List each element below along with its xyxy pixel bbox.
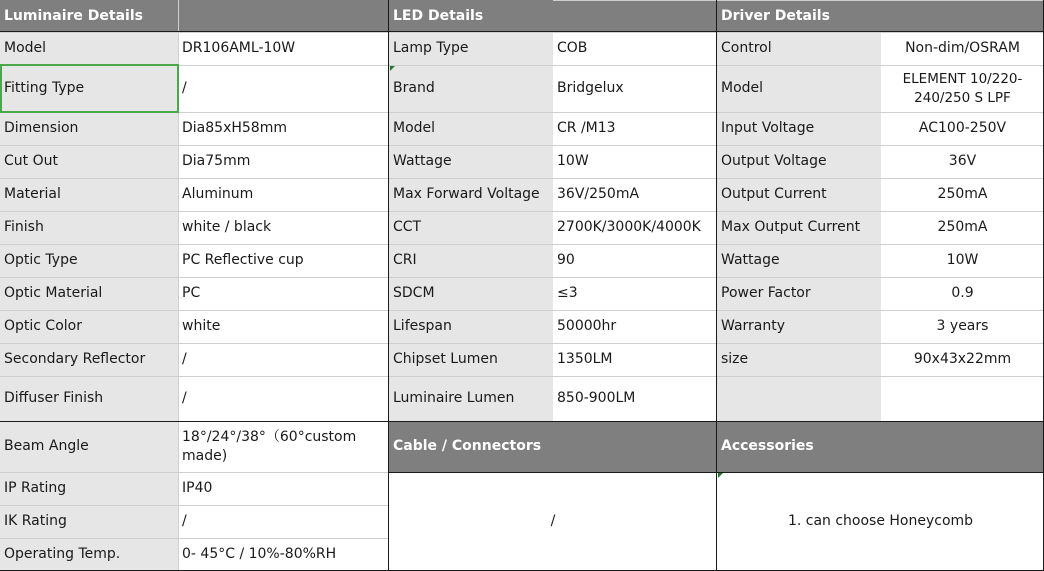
led-value-text: ≤3 xyxy=(557,285,578,301)
led-value[interactable] xyxy=(553,112,717,145)
luminaire-label[interactable] xyxy=(0,538,178,571)
header-led-text: LED Details xyxy=(393,7,484,24)
luminaire-value[interactable] xyxy=(178,65,389,112)
driver-label-text: Output Voltage xyxy=(721,153,827,169)
luminaire-value[interactable] xyxy=(178,376,389,421)
header-cable[interactable] xyxy=(389,421,717,472)
grid-line xyxy=(0,211,1044,212)
driver-value[interactable] xyxy=(881,277,1044,310)
driver-label[interactable] xyxy=(717,343,881,376)
led-label-text: Chipset Lumen xyxy=(393,351,498,367)
luminaire-label-text: Operating Temp. xyxy=(4,546,121,562)
grid-line xyxy=(389,472,1044,473)
luminaire-value-text: white xyxy=(182,318,221,334)
driver-value-text: AC100-250V xyxy=(918,120,1007,136)
driver-label[interactable] xyxy=(717,376,881,421)
led-value[interactable] xyxy=(553,32,717,65)
luminaire-label[interactable] xyxy=(0,112,178,145)
luminaire-label-text: Optic Material xyxy=(4,285,103,301)
luminaire-value[interactable] xyxy=(178,32,389,65)
luminaire-label-text: Diffuser Finish xyxy=(4,390,104,406)
luminaire-value[interactable] xyxy=(178,277,389,310)
luminaire-label-text: Dimension xyxy=(4,120,79,136)
luminaire-value-text: / xyxy=(182,513,187,529)
grid-line xyxy=(0,178,1044,179)
driver-label[interactable] xyxy=(717,310,881,343)
luminaire-label-text: Cut Out xyxy=(4,153,58,169)
luminaire-label-text: Secondary Reflector xyxy=(4,351,146,367)
luminaire-label[interactable] xyxy=(0,421,178,472)
luminaire-label[interactable] xyxy=(0,505,178,538)
driver-label-text: Output Current xyxy=(721,186,827,202)
luminaire-label[interactable] xyxy=(0,376,178,421)
led-value-text: CR /M13 xyxy=(557,120,616,136)
luminaire-label[interactable] xyxy=(0,472,178,505)
led-label[interactable] xyxy=(389,32,553,65)
luminaire-label[interactable] xyxy=(0,343,178,376)
grid-line xyxy=(716,0,717,571)
grid-line xyxy=(0,32,1044,33)
led-value[interactable] xyxy=(553,277,717,310)
driver-value-text: 36V xyxy=(948,153,977,169)
luminaire-label-text: Beam Angle xyxy=(4,438,89,454)
luminaire-value-text: PC Reflective cup xyxy=(182,252,304,268)
driver-label[interactable] xyxy=(717,178,881,211)
header-cable-text: Cable / Connectors xyxy=(393,438,542,454)
driver-label[interactable] xyxy=(717,32,881,65)
luminaire-label[interactable] xyxy=(0,32,178,65)
led-value[interactable] xyxy=(553,145,717,178)
accessories-value-text: 1. can choose Honeycomb xyxy=(787,513,974,529)
luminaire-value[interactable] xyxy=(178,538,389,571)
luminaire-label-text: Optic Type xyxy=(4,252,78,268)
led-label[interactable] xyxy=(389,178,553,211)
led-value-text: 50000hr xyxy=(557,318,617,334)
led-label-text: Max Forward Voltage xyxy=(393,186,540,202)
driver-label-text: Warranty xyxy=(721,318,786,334)
grid-line xyxy=(0,277,1044,278)
header-blank-right[interactable] xyxy=(881,0,1044,32)
driver-value[interactable] xyxy=(881,145,1044,178)
driver-label-text: Power Factor xyxy=(721,285,811,301)
driver-value-text: 3 years xyxy=(936,318,989,334)
luminaire-value-text: / xyxy=(182,80,187,96)
luminaire-value[interactable] xyxy=(178,421,389,472)
driver-label[interactable] xyxy=(717,244,881,277)
led-value-text: 36V/250mA xyxy=(557,186,640,202)
led-value-text: 10W xyxy=(557,153,589,169)
driver-value[interactable] xyxy=(881,112,1044,145)
led-label-text: Model xyxy=(393,120,436,136)
luminaire-value[interactable] xyxy=(178,310,389,343)
driver-value-text: 10W xyxy=(946,252,979,268)
led-value[interactable] xyxy=(553,65,717,112)
luminaire-label[interactable] xyxy=(0,244,178,277)
luminaire-value[interactable] xyxy=(178,472,389,505)
driver-label[interactable] xyxy=(717,112,881,145)
header-driver[interactable] xyxy=(717,0,881,32)
driver-value[interactable] xyxy=(881,32,1044,65)
header-accessories[interactable] xyxy=(717,421,1044,472)
driver-value-text: 0.9 xyxy=(951,285,974,301)
led-label[interactable] xyxy=(389,277,553,310)
led-value-text: 1350LM xyxy=(557,351,613,367)
accessories-value[interactable] xyxy=(717,472,1044,571)
driver-value[interactable] xyxy=(881,244,1044,277)
luminaire-value-text: / xyxy=(182,351,187,367)
driver-label-text: Max Output Current xyxy=(721,219,861,235)
luminaire-value[interactable] xyxy=(178,112,389,145)
led-label[interactable] xyxy=(389,211,553,244)
header-driver-text: Driver Details xyxy=(721,7,830,24)
luminaire-label[interactable] xyxy=(0,178,178,211)
cell-indicator-icon xyxy=(718,473,723,478)
luminaire-label[interactable] xyxy=(0,277,178,310)
luminaire-label-text: IK Rating xyxy=(4,513,67,529)
driver-label[interactable] xyxy=(717,277,881,310)
luminaire-value[interactable] xyxy=(178,145,389,178)
luminaire-value-text: / xyxy=(182,390,187,406)
grid-line xyxy=(0,376,1044,377)
driver-value-text: 250mA xyxy=(937,219,988,235)
led-label[interactable] xyxy=(389,310,553,343)
selected-cell-border xyxy=(0,64,179,113)
luminaire-value[interactable] xyxy=(178,211,389,244)
led-label-text: Luminaire Lumen xyxy=(393,390,515,406)
grid-line xyxy=(0,244,1044,245)
led-label[interactable] xyxy=(389,376,553,421)
driver-label-text: Model xyxy=(721,80,764,96)
led-value[interactable] xyxy=(553,343,717,376)
driver-value[interactable] xyxy=(881,178,1044,211)
luminaire-label-text: Optic Color xyxy=(4,318,82,334)
header-luminaire-text: Luminaire Details xyxy=(4,7,143,24)
luminaire-value-text: PC xyxy=(182,285,201,301)
led-label[interactable] xyxy=(389,145,553,178)
led-value[interactable] xyxy=(553,310,717,343)
led-label[interactable] xyxy=(389,112,553,145)
driver-label-text: Wattage xyxy=(721,252,780,268)
led-value-text: COB xyxy=(557,40,588,56)
led-label[interactable] xyxy=(389,65,553,112)
led-value-text: 850-900LM xyxy=(557,390,636,406)
led-label-text: Brand xyxy=(393,80,435,96)
led-label-text: Lifespan xyxy=(393,318,452,334)
cell-indicator-icon xyxy=(390,66,395,71)
luminaire-label-text: IP Rating xyxy=(4,480,67,496)
grid-line xyxy=(0,145,1044,146)
led-value-text: Bridgelux xyxy=(557,80,624,96)
led-label[interactable] xyxy=(389,343,553,376)
led-value-text: 2700K/3000K/4000K xyxy=(557,219,701,235)
driver-value-text: ELEMENT 10/220-240/250 S LPF xyxy=(902,70,1023,106)
driver-label[interactable] xyxy=(717,211,881,244)
luminaire-value-text: Aluminum xyxy=(182,186,254,202)
led-value-text: 90 xyxy=(557,252,575,268)
header-blank[interactable] xyxy=(178,0,389,32)
driver-value[interactable] xyxy=(881,343,1044,376)
luminaire-value-text: 0- 45°C / 10%-80%RH xyxy=(182,546,337,562)
luminaire-value-text: white / black xyxy=(182,219,272,235)
driver-label[interactable] xyxy=(717,65,881,112)
luminaire-value-text: Dia75mm xyxy=(182,153,251,169)
luminaire-label[interactable] xyxy=(0,310,178,343)
luminaire-value[interactable] xyxy=(178,343,389,376)
luminaire-value[interactable] xyxy=(178,505,389,538)
header-luminaire[interactable] xyxy=(0,0,178,32)
luminaire-value-text: 18°/24°/38°（60°custom made) xyxy=(182,428,357,464)
cable-value-text: / xyxy=(550,513,556,529)
luminaire-value-text: DR106AML-10W xyxy=(182,40,296,56)
driver-value[interactable] xyxy=(881,211,1044,244)
led-value[interactable] xyxy=(553,211,717,244)
header-led[interactable] xyxy=(389,0,717,32)
luminaire-value-text: IP40 xyxy=(182,480,213,496)
luminaire-label-text: Model xyxy=(4,40,47,56)
led-value[interactable] xyxy=(553,178,717,211)
driver-value[interactable] xyxy=(881,310,1044,343)
driver-label-text: Input Voltage xyxy=(721,120,815,136)
luminaire-value[interactable] xyxy=(178,178,389,211)
grid-line xyxy=(881,0,1044,1)
luminaire-label-text: Finish xyxy=(4,219,44,235)
grid-line xyxy=(388,0,389,571)
led-label-text: Wattage xyxy=(393,153,452,169)
led-value[interactable] xyxy=(553,244,717,277)
driver-value-text: Non-dim/OSRAM xyxy=(905,40,1020,56)
grid-line xyxy=(0,505,389,506)
cable-value[interactable] xyxy=(389,472,717,571)
driver-value-text: 250mA xyxy=(937,186,988,202)
header-accessories-text: Accessories xyxy=(721,438,814,454)
driver-value[interactable] xyxy=(881,65,1044,112)
grid-line xyxy=(0,538,389,539)
luminaire-value-text: Dia85xH58mm xyxy=(182,120,287,136)
led-label[interactable] xyxy=(389,244,553,277)
driver-label-text: size xyxy=(721,351,749,367)
grid-line xyxy=(0,31,1044,32)
luminaire-label[interactable] xyxy=(0,211,178,244)
luminaire-label-text: Material xyxy=(4,186,61,202)
led-label-text: CRI xyxy=(393,252,417,268)
luminaire-label-text: Fitting Type xyxy=(4,80,85,96)
driver-value[interactable] xyxy=(881,376,1044,421)
driver-label-text: Control xyxy=(721,40,772,56)
driver-value-text: 90x43x22mm xyxy=(913,351,1012,367)
led-label-text: SDCM xyxy=(393,285,435,301)
grid-line xyxy=(0,343,1044,344)
luminaire-value[interactable] xyxy=(178,244,389,277)
led-label-text: Lamp Type xyxy=(393,40,469,56)
grid-line xyxy=(0,310,1044,311)
driver-label[interactable] xyxy=(717,145,881,178)
led-value[interactable] xyxy=(553,376,717,421)
grid-line xyxy=(0,421,1044,422)
luminaire-label[interactable] xyxy=(0,145,178,178)
led-label-text: CCT xyxy=(393,219,422,235)
